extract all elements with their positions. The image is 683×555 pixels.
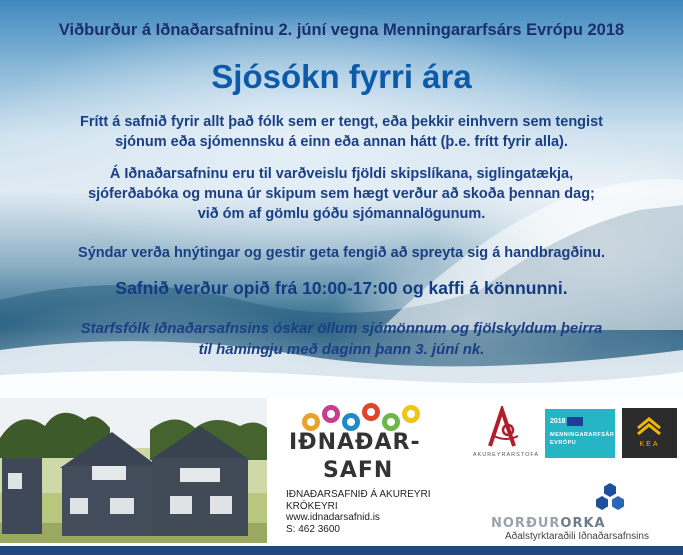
kea-label: KEA <box>639 441 660 448</box>
nordurorka-part-1: NORÐUR <box>491 516 561 531</box>
akureyri-emblem-icon <box>472 406 540 452</box>
event-header: Viðburður á Iðnaðarsafninu 2. júní vegna Menningararfsárs Evrópu 2018 <box>58 21 625 39</box>
heritage-line-1: MENNINGARARFSÁR <box>550 432 615 438</box>
collection-paragraph <box>20 164 663 224</box>
akureyrarstofa-caption: AKUREYRARSTOFA <box>472 452 540 458</box>
heritage-year-logo <box>545 409 615 458</box>
free-entry-paragraph <box>20 112 663 152</box>
main-sponsor-caption: Aðalstyrktaraðili Iðnaðarsafnsins <box>505 531 649 542</box>
nordurorka-wordmark <box>491 516 606 531</box>
museum-phone: S: 462 3600 <box>286 523 340 535</box>
text-line: sjónum eða sjómennsku á einn eða annan hátt (þ.e. frítt fyrir alla). <box>115 134 568 150</box>
opening-hours: Safnið verður opið frá 10:00-17:00 og kaffi á könnunni. <box>115 278 568 298</box>
museum-contact-info <box>286 489 466 535</box>
nordurorka-hexagons-icon <box>491 481 651 515</box>
museum-location: KRÓKEYRI <box>286 500 338 512</box>
knots-paragraph: Sýndar verða hnýtingar og gestir geta fengið að spreyta sig á handbragðinu. <box>78 245 605 261</box>
kea-logo <box>622 408 677 458</box>
museum-website: www.idnadarsafnid.is <box>286 512 380 523</box>
museum-name: IÐNAÐARSAFNIÐ Á AKUREYRI <box>286 489 431 500</box>
main-title: Sjósókn fyrri ára <box>211 58 472 95</box>
museum-building-photo <box>0 398 267 543</box>
nordurorka-part-2: ORKA <box>560 516 606 531</box>
museum-logo-text-line-2: SAFN <box>323 458 394 483</box>
kea-chevron-icon <box>622 408 677 440</box>
museum-logo-text-line-1: IÐNAÐAR- <box>289 430 421 455</box>
text-line: Starfsfólk Iðnaðarsafnsins óskar öllum sjómönnum og fjölskyldum þeirra <box>80 320 603 337</box>
akureyrarstofa-logo <box>472 406 540 468</box>
heritage-line-2: EVRÓPU <box>550 440 577 446</box>
heritage-year: 2018 <box>550 418 566 425</box>
greeting-paragraph <box>20 318 663 360</box>
eu-flag-icon <box>567 417 583 426</box>
text-line: til hamingju með daginn þann 3. júní nk. <box>198 341 485 358</box>
bottom-color-bar <box>0 546 683 555</box>
text-line: sjóferðabóka og muna úr skipum sem hægt verður að skoða þennan dag; <box>88 186 595 202</box>
text-line: Á Iðnaðarsafninu eru til varðveislu fjöldi skipslíkana, siglingatækja, <box>109 166 574 182</box>
text-line: Frítt á safnið fyrir allt það fólk sem er tengt, eða þekkir einhvern sem tengist <box>80 114 603 130</box>
text-line: við óm af gömlu góðu sjómannalögunum. <box>197 206 486 222</box>
